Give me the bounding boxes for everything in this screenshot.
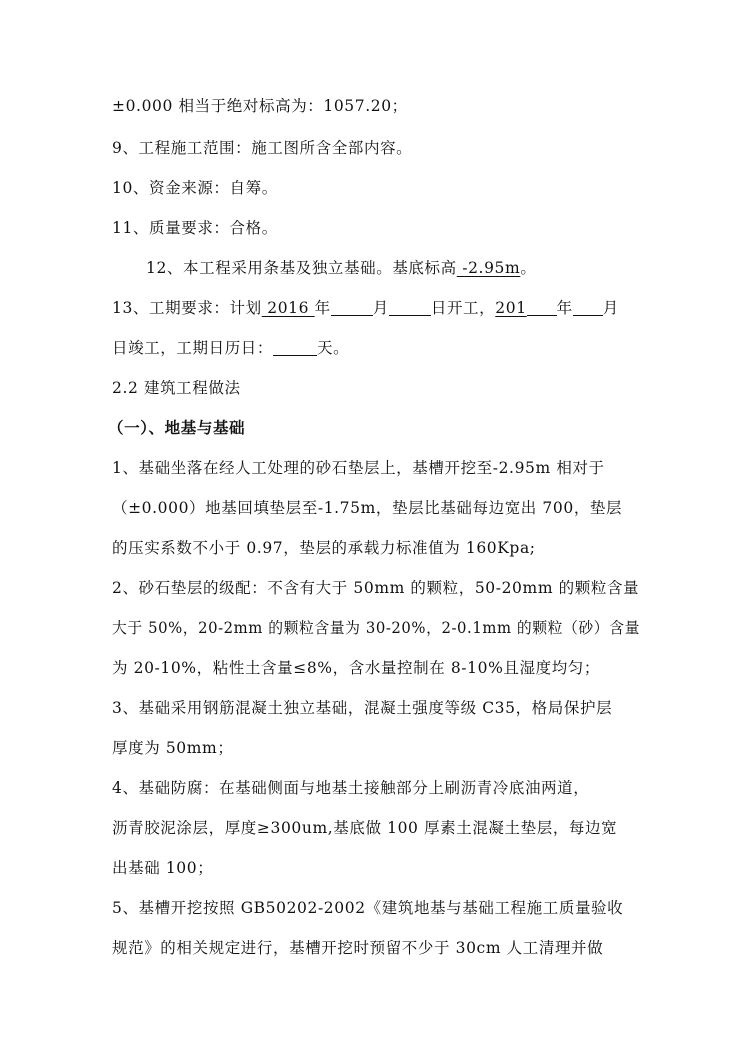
paragraph-line: 大于 50%，20-2mm 的颗粒含量为 30-20%，2-0.1mm 的颗粒（砂）含量	[112, 619, 640, 637]
elevation-reference-line: ±0.000 相当于绝对标高为：1057.20；	[112, 97, 408, 115]
calendar-days-blank	[273, 339, 317, 356]
month-label: 月	[372, 299, 389, 317]
end-month-blank	[573, 299, 603, 316]
construction-scope-line: 9、工程施工范围：施工图所含全部内容。	[112, 139, 413, 157]
start-label: 日开工，	[430, 299, 496, 317]
paragraph-line: 4、基础防腐：在基础侧面与地基土接触部分上刷沥青冷底油两道，	[112, 779, 590, 797]
paragraph-line: 的压实系数不小于 0.97，垫层的承载力标准值为 160Kpa;	[112, 539, 536, 557]
paragraph-line: 出基础 100；	[112, 859, 214, 877]
foundation-type-text: 12、本工程采用条基及独立基础。基底标高	[146, 259, 457, 277]
paragraph-line: 1、基础坐落在经人工处理的砂石垫层上，基槽开挖至-2.95m 相对于	[112, 459, 605, 477]
funding-source-line: 10、资金来源：自筹。	[112, 179, 278, 197]
paragraph-line: 厚度为 50mm；	[112, 739, 234, 757]
start-day-blank	[389, 299, 431, 316]
start-month-blank	[331, 299, 373, 316]
foundation-type-end: 。	[520, 259, 537, 277]
paragraph-line: 3、基础采用钢筋混凝土独立基础，混凝土强度等级 C35，格局保护层	[112, 699, 613, 717]
paragraph-line: （±0.000）地基回填垫层至-1.75m，垫层比基础每边宽出 700，垫层	[112, 499, 623, 517]
paragraph-line: 5、基槽开挖按照 GB50202-2002《建筑地基与基础工程施工质量验收	[112, 899, 624, 917]
start-year-value: 2016	[261, 299, 315, 317]
end-year-label: 年	[556, 299, 573, 317]
days-label: 天。	[317, 339, 350, 357]
end-year-blank	[527, 299, 557, 316]
completion-line	[112, 338, 349, 358]
foundation-type-line	[146, 258, 536, 278]
quality-requirement-line: 11、质量要求：合格。	[112, 219, 278, 237]
completion-label: 日竣工，工期日历日：	[112, 339, 274, 357]
paragraph-line: 规范》的相关规定进行，基槽开挖时预留不少于 30cm 人工清理并做	[112, 939, 604, 957]
schedule-label: 13、工期要求：计划	[112, 299, 262, 317]
paragraph-line: 为 20-10%，粘性土含量≤8%，含水量控制在 8-10%且湿度均匀；	[112, 659, 600, 677]
base-elevation-value: -2.95m	[456, 259, 521, 277]
end-year-value: 201	[495, 299, 527, 317]
year-label: 年	[314, 299, 331, 317]
section-heading-construction: 2.2 建筑工程做法	[112, 379, 241, 397]
paragraph-line: 沥青胶泥涂层，厚度≥300um,基底做 100 厚素土混凝土垫层，每边宽	[112, 819, 618, 837]
paragraph-line: 2、砂石垫层的级配：不含有大于 50mm 的颗粒，50-20mm 的颗粒含量	[112, 579, 640, 597]
end-month-label: 月	[602, 299, 619, 317]
subsection-heading-foundation: （一）、地基与基础	[108, 418, 246, 437]
schedule-line	[112, 298, 619, 318]
